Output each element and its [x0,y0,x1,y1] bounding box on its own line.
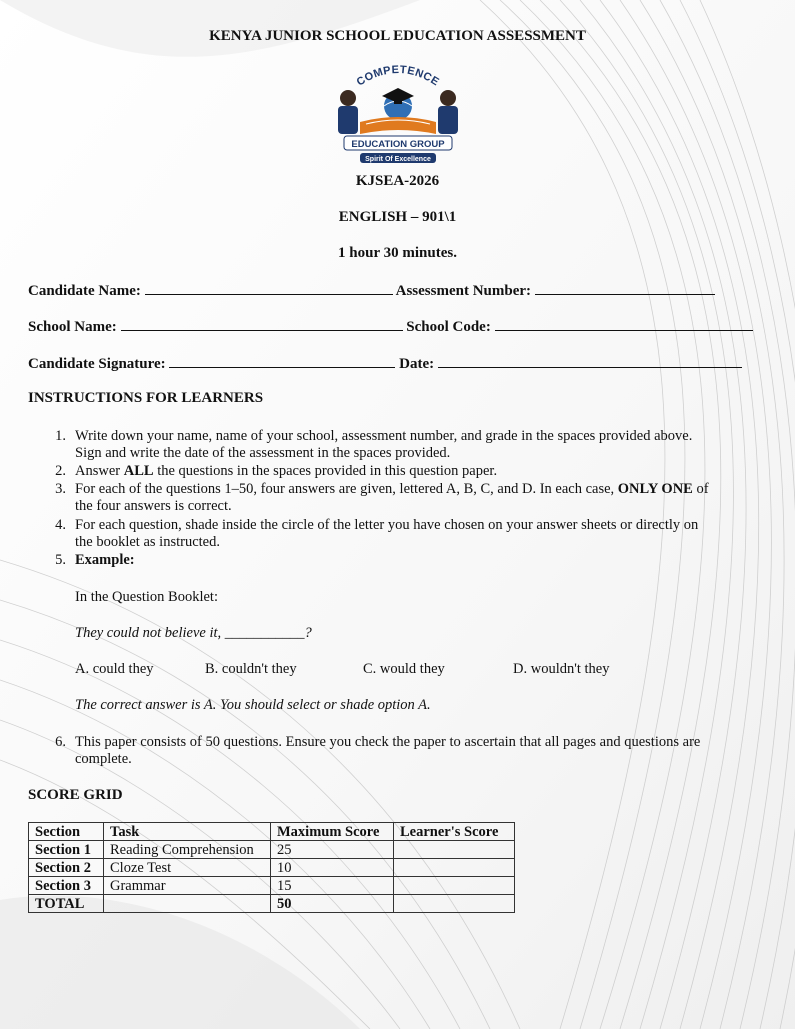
section-cell: Section 1 [29,841,104,859]
svg-text:Spirit Of Excellence: Spirit Of Excellence [365,156,431,163]
instruction-4-line-1: For each question, shade inside the circle of the letter you have chosen on your answer sheets or directly on [75,517,699,533]
example-answer: The correct answer is A. You should select or shade option A. [75,697,431,713]
instruction-2-bold: ALL [123,463,154,479]
candidate-signature-label: Candidate Signature: [28,356,166,372]
learners-score-cell[interactable] [394,859,515,877]
example-question: They could not believe it, ___________? [75,625,312,641]
table-header-row [29,823,515,841]
assessment-number-label: Assessment Number: [395,283,532,299]
score-grid-heading: SCORE GRID [28,787,123,803]
date-label: Date: [399,356,435,372]
instruction-2-post: the questions in the spaces provided in this question paper. [153,463,498,479]
maximum-score-cell: 25 [271,841,394,859]
instruction-2-pre: Answer [75,463,124,479]
svg-text:EDUCATION GROUP: EDUCATION GROUP [351,139,445,150]
instruction-6-line-2: complete. [75,751,132,767]
instruction-6 [75,734,700,768]
assessment-code: KJSEA-2026 [355,173,440,189]
instruction-6-line-1: This paper consists of 50 questions. Ensure you check the paper to ascertain that all pages and questions are [75,734,701,750]
instruction-1-line-1: Write down your name, name of your school, assessment number, and grade in the spaces provided above. [75,428,693,444]
item-number-3: 3. [55,481,66,497]
candidate-name-input-line[interactable] [145,282,393,295]
table-row [29,859,515,877]
duration: 1 hour 30 minutes. [338,245,457,261]
option-d: D. wouldn't they [513,661,610,677]
instruction-3-bold: ONLY ONE [617,481,693,497]
learners-score-cell[interactable] [394,877,515,895]
date-input-line[interactable] [438,355,742,368]
item-number-2: 2. [55,463,66,479]
table-row-total [29,895,515,913]
table-row [29,841,515,859]
instruction-3-line-2: the four answers is correct. [75,498,232,514]
assessment-number-input-line[interactable] [535,282,715,295]
instruction-4-line-2: the booklet as instructed. [75,534,220,550]
school-name-label: School Name: [28,319,117,335]
instruction-3 [75,481,709,515]
competence-education-group-logo [326,56,470,170]
signature-row [28,355,742,373]
score-grid-table [28,822,515,913]
column-header-task: Task [104,823,271,841]
instruction-1-line-2: Sign and write the date of the assessment in the spaces provided. [75,445,451,461]
option-c: C. would they [363,661,445,677]
section-cell: Section 2 [29,859,104,877]
task-cell: Grammar [104,877,271,895]
candidate-name-label: Candidate Name: [28,283,141,299]
maximum-score-cell: 15 [271,877,394,895]
learners-score-cell[interactable] [394,841,515,859]
assessment-title: KENYA JUNIOR SCHOOL EDUCATION ASSESSMENT [209,28,586,44]
column-header-section: Section [29,823,104,841]
table-row [29,877,515,895]
item-number-5: 5. [55,552,66,568]
instruction-3-post: of [692,481,709,497]
instruction-2 [75,463,497,480]
total-label-cell: TOTAL [29,895,104,913]
column-header-maximum-score: Maximum Score [271,823,394,841]
task-cell: Reading Comprehension [104,841,271,859]
example-label: Example: [75,552,135,568]
item-number-6: 6. [55,734,66,750]
instruction-3-pre: For each of the questions 1–50, four answers are given, lettered A, B, C, and D. In each case, [75,481,618,497]
svg-text:COMPETENCE: COMPETENCE [354,63,442,89]
section-cell: Section 3 [29,877,104,895]
school-code-input-line[interactable] [495,318,753,331]
instruction-4 [75,517,698,551]
total-learners-score-cell[interactable] [394,895,515,913]
task-cell [104,895,271,913]
candidate-signature-input-line[interactable] [169,355,395,368]
column-header-learners-score: Learner's Score [394,823,515,841]
task-cell: Cloze Test [104,859,271,877]
total-maximum-score-cell: 50 [271,895,394,913]
candidate-name-row [28,282,715,300]
instruction-1 [75,428,692,462]
maximum-score-cell: 10 [271,859,394,877]
school-code-label: School Code: [406,319,491,335]
item-number-4: 4. [55,517,66,533]
instructions-heading: INSTRUCTIONS FOR LEARNERS [28,390,264,406]
example-intro: In the Question Booklet: [75,589,218,605]
subject-code: ENGLISH – 901\1 [338,209,457,225]
school-name-input-line[interactable] [121,318,403,331]
option-a: A. could they [75,661,154,677]
item-number-1: 1. [55,428,66,444]
school-name-row [28,318,753,336]
option-b: B. couldn't they [205,661,297,677]
